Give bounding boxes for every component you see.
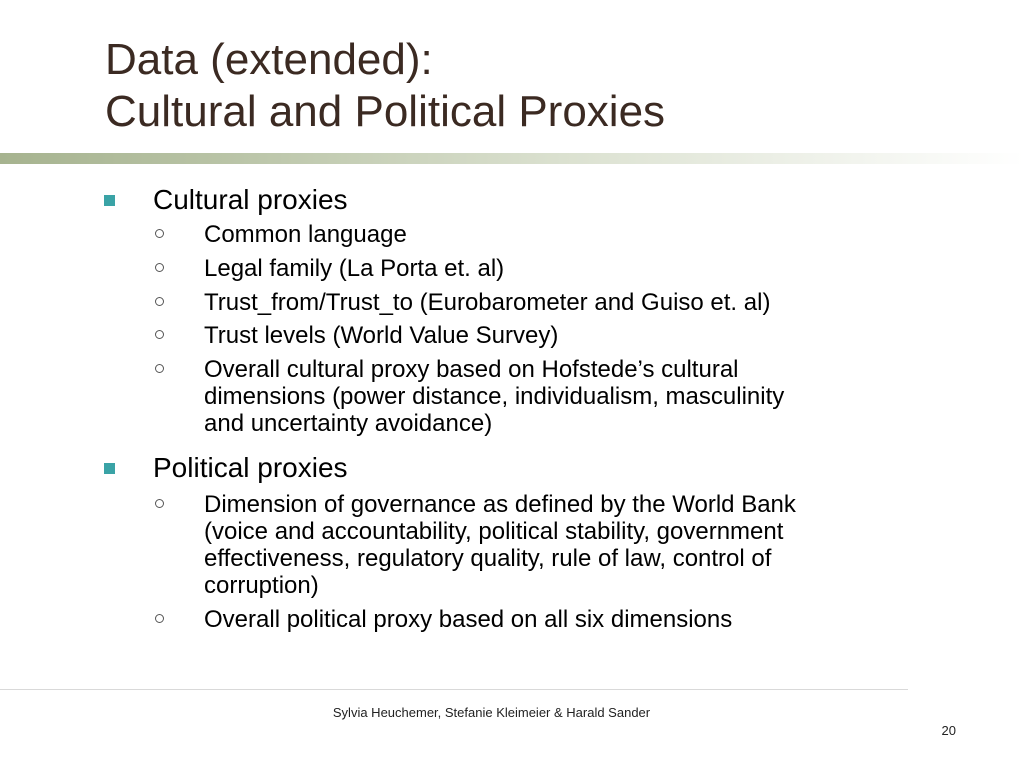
- list-item-text: [204, 322, 558, 349]
- list-item-line: corruption): [204, 572, 319, 599]
- list-item-text: [204, 221, 407, 248]
- hollow-circle-bullet-icon: [155, 263, 164, 272]
- list-item-text: [204, 606, 732, 633]
- square-bullet-icon: [104, 195, 115, 206]
- list-item-line: effectiveness, regulatory quality, rule of law, control of: [204, 545, 772, 572]
- list-item-line: Legal family (La Porta et. al): [204, 255, 505, 282]
- square-bullet-icon: [104, 463, 115, 474]
- footer-divider: [0, 689, 908, 690]
- section-heading: Cultural proxies: [153, 184, 348, 215]
- list-item-line: (voice and accountability, political stability, government: [204, 518, 784, 545]
- hollow-circle-bullet-icon: [155, 499, 164, 508]
- list-item-line: Dimension of governance as defined by the World Bank: [204, 491, 796, 518]
- hollow-circle-bullet-icon: [155, 614, 164, 623]
- list-item-line: Overall political proxy based on all six dimensions: [204, 606, 733, 633]
- hollow-circle-bullet-icon: [155, 330, 164, 339]
- list-item-text: [204, 255, 504, 282]
- title-accent-bar: [0, 153, 1024, 164]
- slide-title-line-1: Data (extended):: [105, 35, 433, 84]
- list-item-text: [204, 289, 770, 316]
- hollow-circle-bullet-icon: [155, 229, 164, 238]
- list-item-text: [204, 356, 784, 437]
- footer-authors: Sylvia Heuchemer, Stefanie Kleimeier & Harald Sander: [332, 705, 651, 720]
- slide-title-line-2: Cultural and Political Proxies: [105, 87, 666, 136]
- list-item-line: dimensions (power distance, individualism, masculinity: [204, 383, 785, 410]
- hollow-circle-bullet-icon: [155, 297, 164, 306]
- list-item-text: [204, 491, 796, 599]
- list-item-line: Trust_from/Trust_to (Eurobarometer and Guiso et. al): [204, 289, 771, 316]
- list-item-line: and uncertainty avoidance): [204, 410, 493, 437]
- list-item-line: Overall cultural proxy based on Hofstede’s cultural: [204, 356, 739, 383]
- list-item-line: Common language: [204, 221, 407, 248]
- section-heading: Political proxies: [153, 452, 348, 483]
- hollow-circle-bullet-icon: [155, 364, 164, 373]
- list-item-line: Trust levels (World Value Survey): [204, 322, 559, 349]
- page-number: 20: [941, 723, 956, 738]
- slide-title: [105, 34, 985, 138]
